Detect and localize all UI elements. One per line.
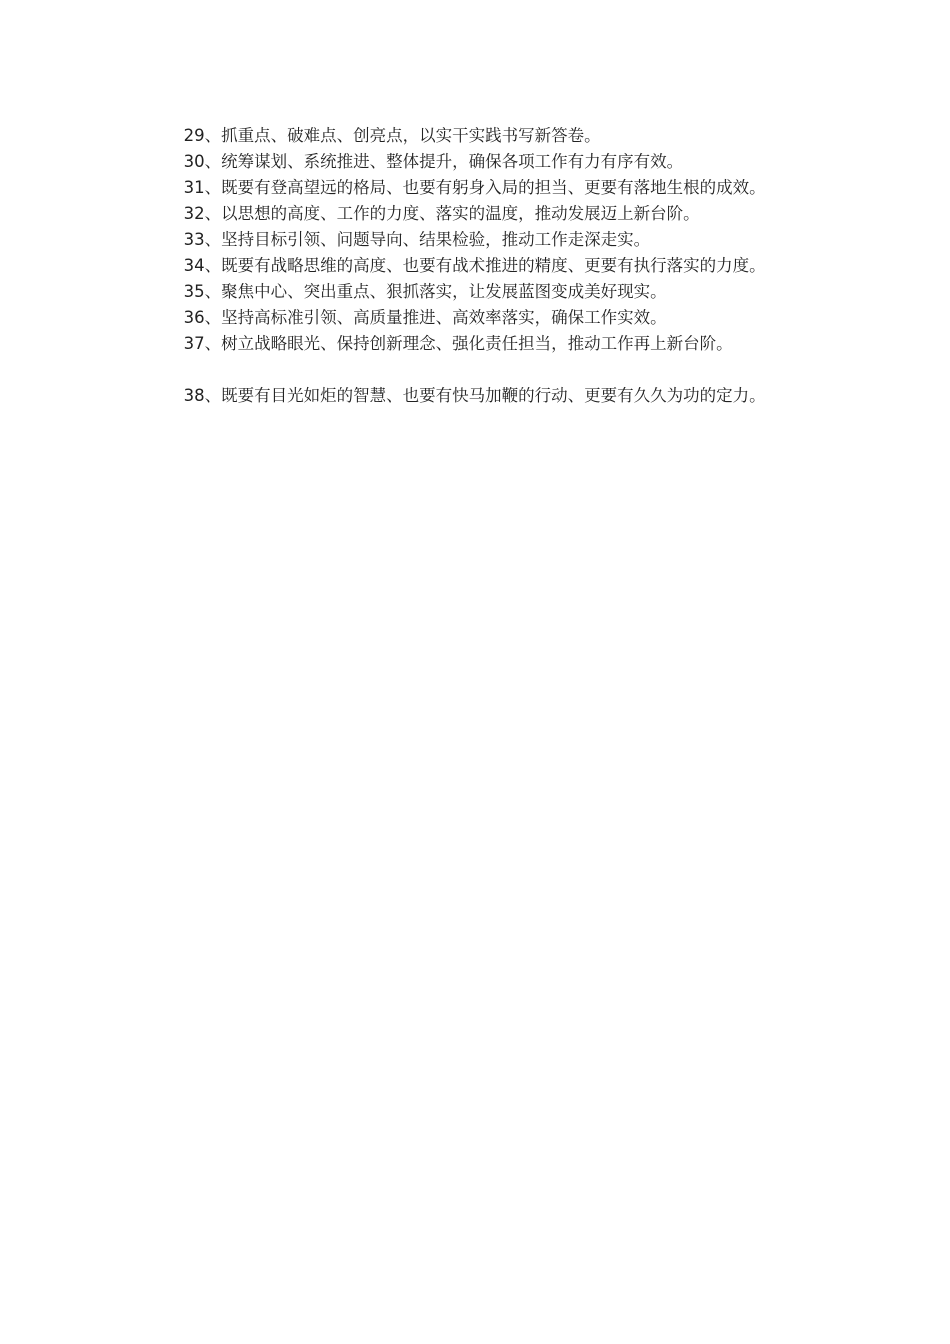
paragraph-33: 33、坚持目标引领、问题导向、结果检验，推动工作走深走实。 [183, 230, 651, 249]
paragraph-37: 37、树立战略眼光、保持创新理念、强化责任担当，推动工作再上新台阶。 [183, 334, 733, 353]
paragraph-34: 34、既要有战略思维的高度、也要有战术推进的精度、更要有执行落实的力度。 [183, 256, 766, 275]
paragraph-30: 30、统筹谋划、系统推进、整体提升，确保各项工作有力有序有效。 [183, 152, 684, 171]
paragraph-32: 32、以思想的高度、工作的力度、落实的温度，推动发展迈上新台阶。 [183, 204, 700, 223]
paragraph-36: 36、坚持高标准引领、高质量推进、高效率落实，确保工作实效。 [183, 308, 667, 327]
paragraph-31: 31、既要有登高望远的格局、也要有躬身入局的担当、更要有落地生根的成效。 [183, 178, 766, 197]
paragraph-29: 29、抓重点、破难点、创亮点，以实干实践书写新答卷。 [183, 126, 601, 145]
document-page [144, 123, 808, 409]
paragraph-35: 35、聚焦中心、突出重点、狠抓落实，让发展蓝图变成美好现实。 [183, 282, 667, 301]
paragraph-38: 38、既要有目光如炬的智慧、也要有快马加鞭的行动、更要有久久为功的定力。 [183, 386, 766, 405]
blank-line [144, 357, 808, 383]
